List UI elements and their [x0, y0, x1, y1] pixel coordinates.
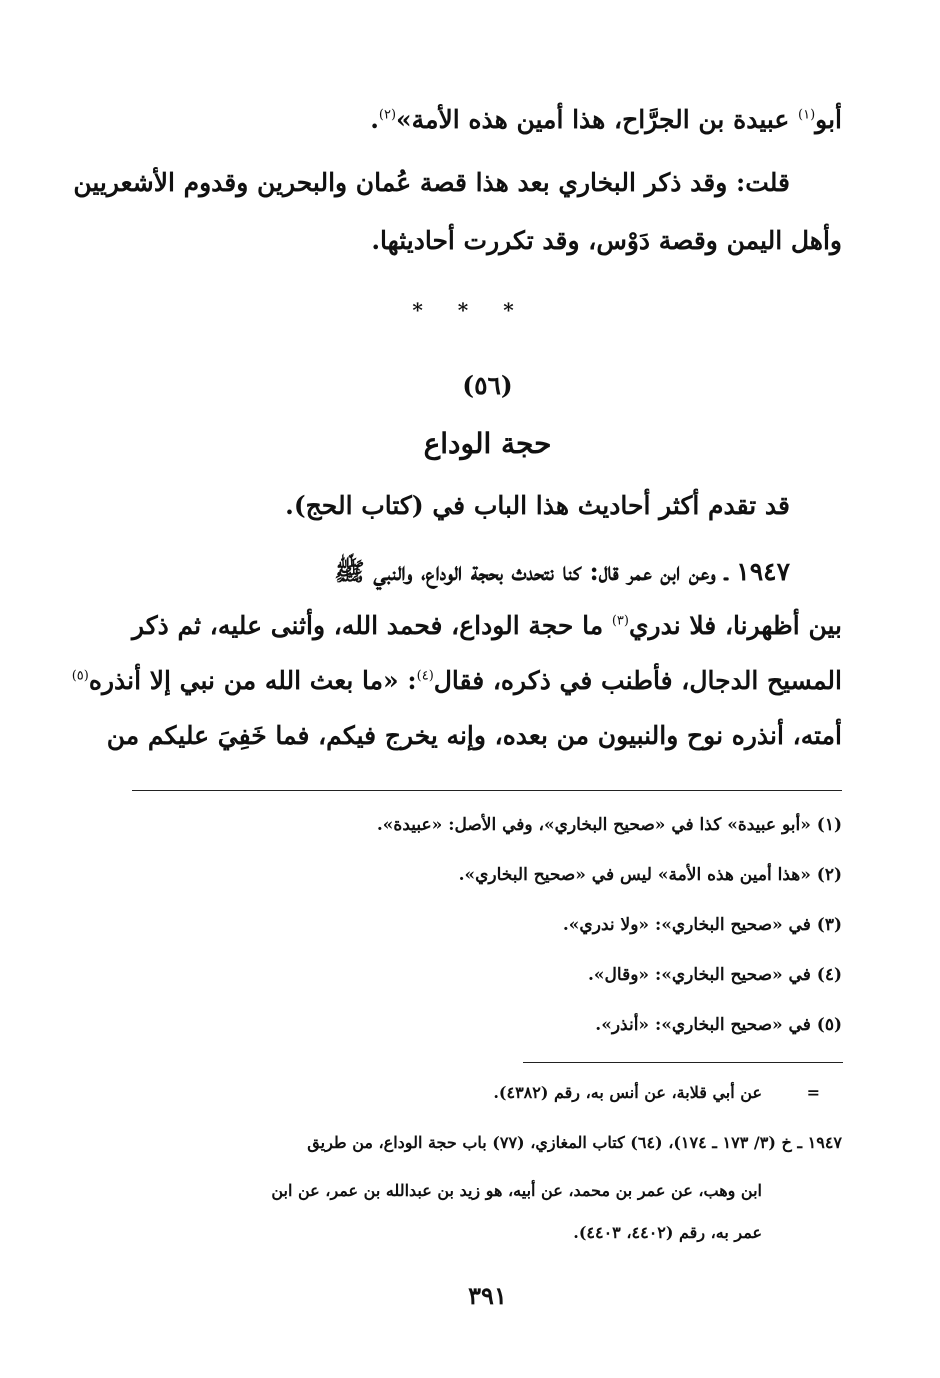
section-separator: * * *: [412, 298, 528, 322]
hadith-line: [132, 606, 842, 646]
intro-line: قد تقدم أكثر أحاديث هذا الباب في (كتاب الحج).: [285, 491, 790, 520]
text-line: قلت: وقد ذكر البخاري بعد هذا قصة عُمان والبحرين وقدوم الأشعريين: [73, 168, 790, 197]
text-fragment: .: [370, 105, 379, 134]
takhrij-line: ١٩٤٧ ـ خ (٣/ ١٧٣ ـ ١٧٤)، (٦٤) كتاب المغازي، (٧٧) باب حجة الوداع، من طريق: [307, 1133, 842, 1152]
footnote: (١) «أبو عبيدة» كذا في «صحيح البخاري»، وفي الأصل: «عبيدة».: [376, 815, 842, 835]
footnote: (٤) في «صحيح البخاري»: «وقال».: [588, 965, 842, 985]
text-fragment: : «ما بعث الله من نبي إلا أنذره: [88, 666, 417, 695]
text-line: وأهل اليمن وقصة دَوْس، وقد تكررت أحاديثها.: [371, 226, 842, 255]
hadith-line: ١٩٤٧ ـ وعن ابن عمر قال: كنا نتحدث بحجة الوداع، والنبي ﷺ: [334, 557, 790, 586]
text-fragment: المسيح الدجال، فأطنب في ذكره، فقال: [433, 666, 842, 695]
text-fragment: بين أظهرنا، فلا ندري: [628, 611, 842, 640]
footnote-divider: [132, 790, 842, 791]
takhrij-line: ابن وهب، عن عمر بن محمد، عن أبيه، هو زيد بن عبدالله بن عمر، عن ابن: [271, 1181, 762, 1200]
hadith-line: أمته، أنذره نوح والنبيون من بعده، وإنه يخرج فيكم، فما خَفِيَ عليكم من: [106, 721, 842, 750]
footnote-ref: (٣): [611, 613, 629, 629]
takhrij-line: عن أبي قلابة، عن أنس به، رقم (٤٣٨٢).: [493, 1083, 762, 1102]
footnote: (٢) «هذا أمين هذه الأمة» ليس في «صحيح البخاري».: [458, 865, 842, 885]
footnote-ref: (٥): [71, 668, 89, 684]
text-line: [370, 100, 842, 140]
takhrij-line: عمر به، رقم (٤٤٠٢، ٤٤٠٣).: [573, 1223, 762, 1242]
footnote: (٥) في «صحيح البخاري»: «أنذر».: [595, 1015, 842, 1035]
chapter-number: (٥٦): [462, 371, 513, 400]
footnote-ref: (١): [798, 107, 816, 123]
text-fragment: عبيدة بن الجرَّاح، هذا أمين هذه الأمة»: [396, 105, 799, 134]
page-number: ٣٩١: [468, 1281, 507, 1310]
chapter-title: حجة الوداع: [423, 427, 552, 460]
text-fragment: ما حجة الوداع، فحمد الله، وأثنى عليه، ثم ذكر: [131, 611, 612, 640]
takhrij-divider: [523, 1062, 843, 1063]
hadith-line: [72, 661, 842, 701]
text-fragment: أبو: [815, 105, 842, 134]
footnote: (٣) في «صحيح البخاري»: «ولا ندري».: [562, 915, 842, 935]
footnote-ref: (٤): [416, 668, 434, 684]
continuation-marker: =: [806, 1083, 820, 1102]
footnote-ref: (٢): [378, 107, 397, 123]
